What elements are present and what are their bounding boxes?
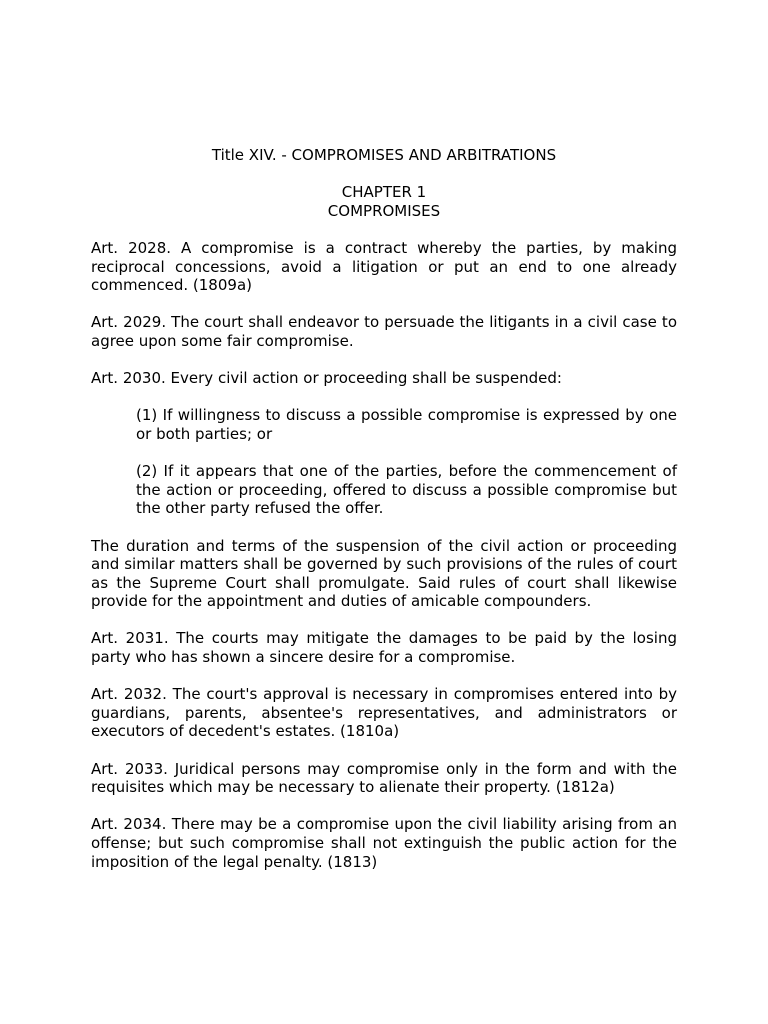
document-title: Title XIV. - COMPROMISES AND ARBITRATIONS <box>211 146 557 164</box>
article-2028: Art. 2028. A compromise is a contract whereby the parties, by making reciprocal concessions, avoid a litigation or put an end to one already commenced. (1809a) <box>91 239 677 295</box>
article-2032: Art. 2032. The court's approval is necessary in compromises entered into by guardians, parents, absentee's representatives, and administrators or executors of decedent's estates. (1810a) <box>91 685 677 741</box>
chapter-number: CHAPTER 1 <box>341 183 427 201</box>
article-2029: Art. 2029. The court shall endeavor to persuade the litigants in a civil case to agree upon some fair compromise. <box>91 313 677 350</box>
article-2030-item-2: (2) If it appears that one of the parties, before the commencement of the action or proceeding, offered to discuss a possible compromise but the other party refused the offer. <box>136 462 677 518</box>
suspension-paragraph: The duration and terms of the suspension of the civil action or proceeding and similar matters shall be governed by such provisions of the rules of court as the Supreme Court shall promulgate. Said rules of court shall likewise provide for the appointment and duties of amicable compounders. <box>91 536 677 611</box>
article-2031: Art. 2031. The courts may mitigate the damages to be paid by the losing party who has shown a sincere desire for a compromise. <box>91 629 677 667</box>
document-body <box>91 239 677 890</box>
chapter-heading <box>91 183 677 220</box>
article-2033: Art. 2033. Juridical persons may compromise only in the form and with the requisites which may be necessary to alienate their property. (1812a) <box>91 759 677 797</box>
article-2030: Art. 2030. Every civil action or proceeding shall be suspended: <box>91 369 562 388</box>
article-2030-item-1: (1) If willingness to discuss a possible compromise is expressed by one or both parties; or <box>136 406 677 443</box>
article-2034: Art. 2034. There may be a compromise upon the civil liability arising from an offense; but such compromise shall not extinguish the public action for the imposition of the legal penalty. (1813) <box>91 815 677 871</box>
chapter-title: COMPROMISES <box>327 201 441 220</box>
